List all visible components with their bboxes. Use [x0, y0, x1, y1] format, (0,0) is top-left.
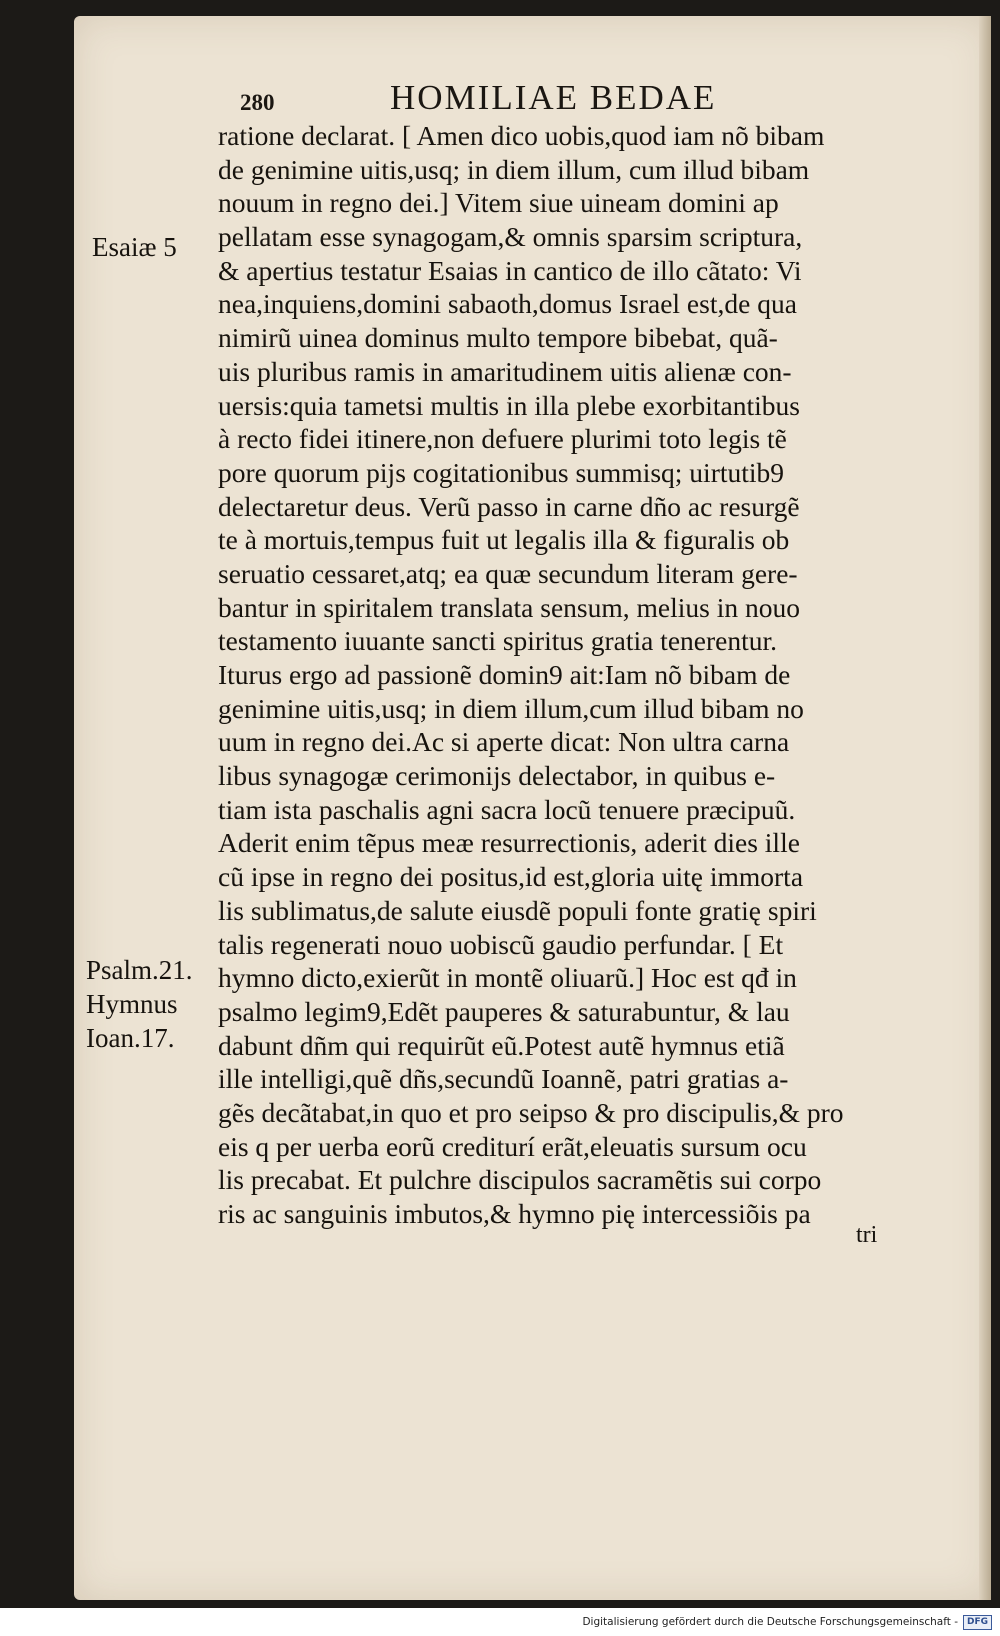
- text-line: hymno dicto,exierũt in montẽ oliuarũ.] Hoc est qđ in: [218, 962, 797, 994]
- text-line: uersis:quia tametsi multis in illa plebe exorbitantibus: [218, 389, 800, 421]
- funding-notice: Digitalisierung gefördert durch die Deutsche Forschungsgemeinschaft -: [582, 1616, 958, 1628]
- text-line: te à mortuis,tempus fuit ut legalis illa & figuralis ob: [218, 524, 790, 556]
- text-line: pellatam esse synagogam,& omnis sparsim scriptura,: [218, 221, 803, 253]
- margin-note: Psalm.21.: [86, 955, 193, 985]
- text-line: lis sublimatus,de salute eiusdẽ populi fonte gratię spiri: [218, 894, 817, 926]
- text-line: tiam ista paschalis agni sacra locũ tenuere præcipuũ.: [218, 793, 796, 825]
- text-line: uis pluribus ramis in amaritudinem uitis alienæ con-: [218, 355, 792, 387]
- text-line: gẽs decãtabat,in quo et pro seipso & pro discipulis,& pro: [218, 1096, 844, 1128]
- text-line: bantur in spiritalem translata sensum, melius in nouo: [218, 591, 800, 623]
- text-line: Iturus ergo ad passionẽ domin9 ait:Iam nõ bibam de: [218, 659, 791, 690]
- text-line: eis q per uerba eorũ crediturí erãt,eleuatis sursum ocu: [218, 1130, 807, 1162]
- text-line: lis precabat. Et pulchre discipulos sacramẽtis sui corpo: [218, 1164, 822, 1196]
- text-line: dabunt dñm qui requirũt eũ.Potest autẽ hymnus etiã: [218, 1029, 785, 1061]
- text-line: seruatio cessaret,atq; ea quæ secundum literam gere-: [218, 557, 798, 589]
- text-line: talis regenerati nouo uobiscũ gaudio perfundar. [ Et: [218, 928, 784, 960]
- page-header: [240, 70, 860, 120]
- running-title: HOMILIAE BEDAE: [390, 78, 717, 117]
- margin-note: Esaiæ 5: [92, 232, 177, 262]
- text-line: ille intelligi,quẽ dñs,secundũ Ioannẽ, patri gratias a-: [218, 1063, 789, 1095]
- text-line: uum in regno dei.Ac si aperte dicat: Non ultra carna: [218, 726, 790, 758]
- page-edge: [979, 16, 991, 1600]
- text-line: delectaretur deus. Verũ passo in carne dño ac resurgẽ: [218, 490, 800, 522]
- text-line: ris ac sanguinis imbutos,& hymno pię intercessiõis pa: [218, 1198, 811, 1229]
- text-line: Aderit enim tẽpus meæ resurrectionis, aderit dies ille: [218, 827, 800, 859]
- text-line: pore quorum pijs cogitationibus summisq; uirtutib9: [218, 456, 785, 488]
- text-line: nea,inquiens,domini sabaoth,domus Israel est,de qua: [218, 288, 797, 320]
- text-line: libus synagogæ cerimonijs delectabor, in quibus e-: [218, 760, 776, 792]
- margin-note: Hymnus: [86, 989, 178, 1019]
- text-line: genimine uitis,usq; in diem illum,cum illud bibam no: [218, 692, 804, 724]
- text-line: nouum in regno dei.] Vitem siue uineam domini ap: [218, 187, 779, 219]
- page-number: 280: [240, 90, 275, 115]
- text-line: de genimine uitis,usq; in diem illum, cum illud bibam: [218, 153, 810, 185]
- text-line: cũ ipse in regno dei positus,id est,gloria uitę immorta: [218, 861, 804, 893]
- text-line: testamento iuuante sancti spiritus gratia tenerentur.: [218, 625, 777, 657]
- text-line: nimirũ uinea dominus multo tempore bibebat, quã-: [218, 322, 778, 354]
- text-line: ratione declarat. [ Amen dico uobis,quod iam nõ bibam: [218, 120, 825, 151]
- text-line: psalmo legim9,Edẽt pauperes & saturabuntur, & lau: [218, 995, 790, 1027]
- margin-note: Ioan.17.: [86, 1023, 175, 1053]
- footer: [582, 1612, 992, 1632]
- body-text: [218, 119, 898, 1231]
- text-line: & apertius testatur Esaias in cantico de illo cãtato: Vi: [218, 254, 802, 286]
- catchword: tri: [856, 1222, 878, 1248]
- dfg-logo: DFG: [963, 1615, 992, 1630]
- text-line: à recto fidei itinere,non defuere plurimi toto legis tẽ: [218, 423, 787, 455]
